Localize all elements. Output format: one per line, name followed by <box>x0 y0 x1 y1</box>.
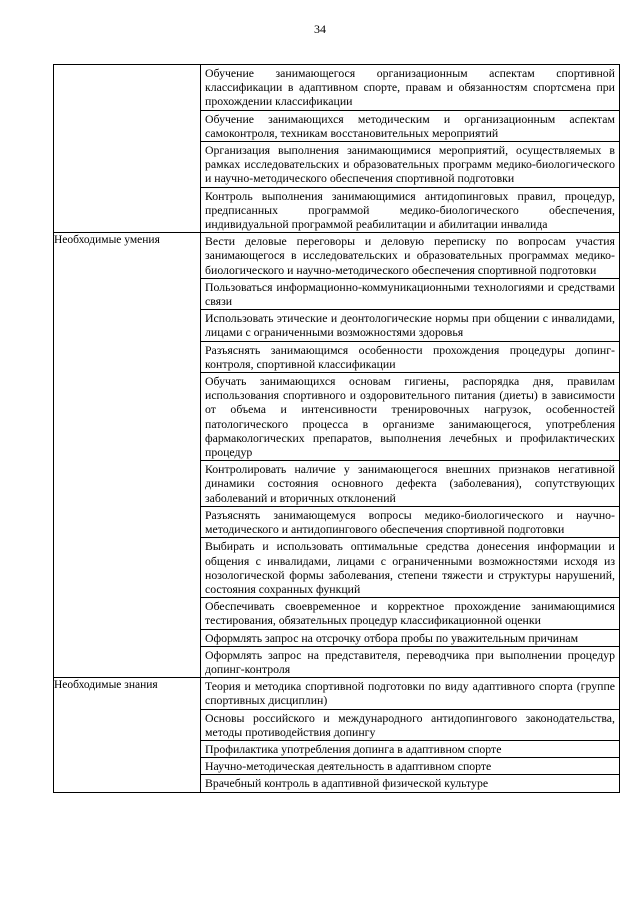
table-item: Контролировать наличие у занимающегося внешних признаков негативной динамики состояния основного дефекта (заболевания), сопутствующих заболеваний и вторичных отклонений <box>201 461 619 507</box>
table-item: Научно-методическая деятельность в адаптивном спорте <box>201 758 619 775</box>
table-item: Обучение занимающихся методическим и организационным аспектам самоконтроля, техникам восстановительных мероприятий <box>201 111 619 142</box>
items-cell <box>201 678 620 792</box>
table-item: Пользоваться информационно-коммуникационными технологиями и средствами связи <box>201 279 619 310</box>
table-item: Профилактика употребления допинга в адаптивном спорте <box>201 741 619 758</box>
table-item: Использовать этические и деонтологические нормы при общении с инвалидами, лицами с ограниченными возможностями здоровья <box>201 310 619 341</box>
table-item: Вести деловые переговоры и деловую переписку по вопросам участия занимающегося в исследовательских и образовательных программах медико-биологического и научно-методического обеспечения спортивной подготовки <box>201 233 619 279</box>
table-item: Разъяснять занимающимся особенности прохождения процедуры допинг-контроля, спортивной классификации <box>201 342 619 373</box>
table-item: Основы российского и международного антидопингового законодательства, методы противодействия допингу <box>201 710 619 741</box>
table-item: Обучать занимающихся основам гигиены, распорядка дня, правилам использования спортивного и оздоровительного питания (диеты) в зависимости от объема и интенсивности тренировочных нагрузок, особенностей патологического процесса в организме занимающегося, употребления фармакологических препаратов, выполнения лечебных и профилактических процедур <box>201 373 619 461</box>
table-item: Разъяснять занимающемуся вопросы медико-биологического и научно-методического и антидопингового обеспечения спортивной подготовки <box>201 507 619 538</box>
table-item: Оформлять запрос на представителя, переводчика при выполнении процедур допинг-контроля <box>205 647 615 676</box>
table-item: Теория и методика спортивной подготовки по виду адаптивного спорта (группе спортивных дисциплин) <box>201 678 619 709</box>
table-item: Оформлять запрос на отсрочку отбора пробы по уважительным причинам <box>201 630 619 647</box>
table-item: Выбирать и использовать оптимальные средства донесения информации и общения с инвалидами, лицами с ограниченными возможностями исходя из нозологической формы заболевания, степени тяжести и структуры нарушений, состояния сохранных функций <box>201 538 619 598</box>
category-cell <box>54 65 201 233</box>
table-item: Обеспечивать своевременное и корректное прохождение занимающимися тестирования, обязательных процедур классификационной оценки <box>201 598 619 629</box>
items-cell <box>201 233 620 678</box>
table-item: Организация выполнения занимающимися мероприятий, осуществляемых в рамках исследовательских и образовательных программ медико-биологического и научно-методического обеспечения спортивной подготовки <box>201 142 619 188</box>
table-item: Обучение занимающегося организационным аспектам спортивной классификации в адаптивном спорте, правам и обязанностям спортсмена при прохождении классификации <box>201 65 619 111</box>
table-row <box>54 233 620 678</box>
category-cell: Необходимые знания <box>54 678 201 792</box>
table-item: Врачебный контроль в адаптивной физической культуре <box>205 776 489 791</box>
table-row <box>54 65 620 233</box>
table-item: Контроль выполнения занимающимися антидопинговых правил, процедур, предписанных программой медико-биологического обеспечения, индивидуальной программой реабилитации и абилитации инвалида <box>205 188 615 232</box>
requirements-table <box>53 64 620 793</box>
items-cell <box>201 65 620 233</box>
page-number: 34 <box>314 22 326 36</box>
category-cell: Необходимые умения <box>54 233 201 678</box>
table-row <box>54 678 620 792</box>
